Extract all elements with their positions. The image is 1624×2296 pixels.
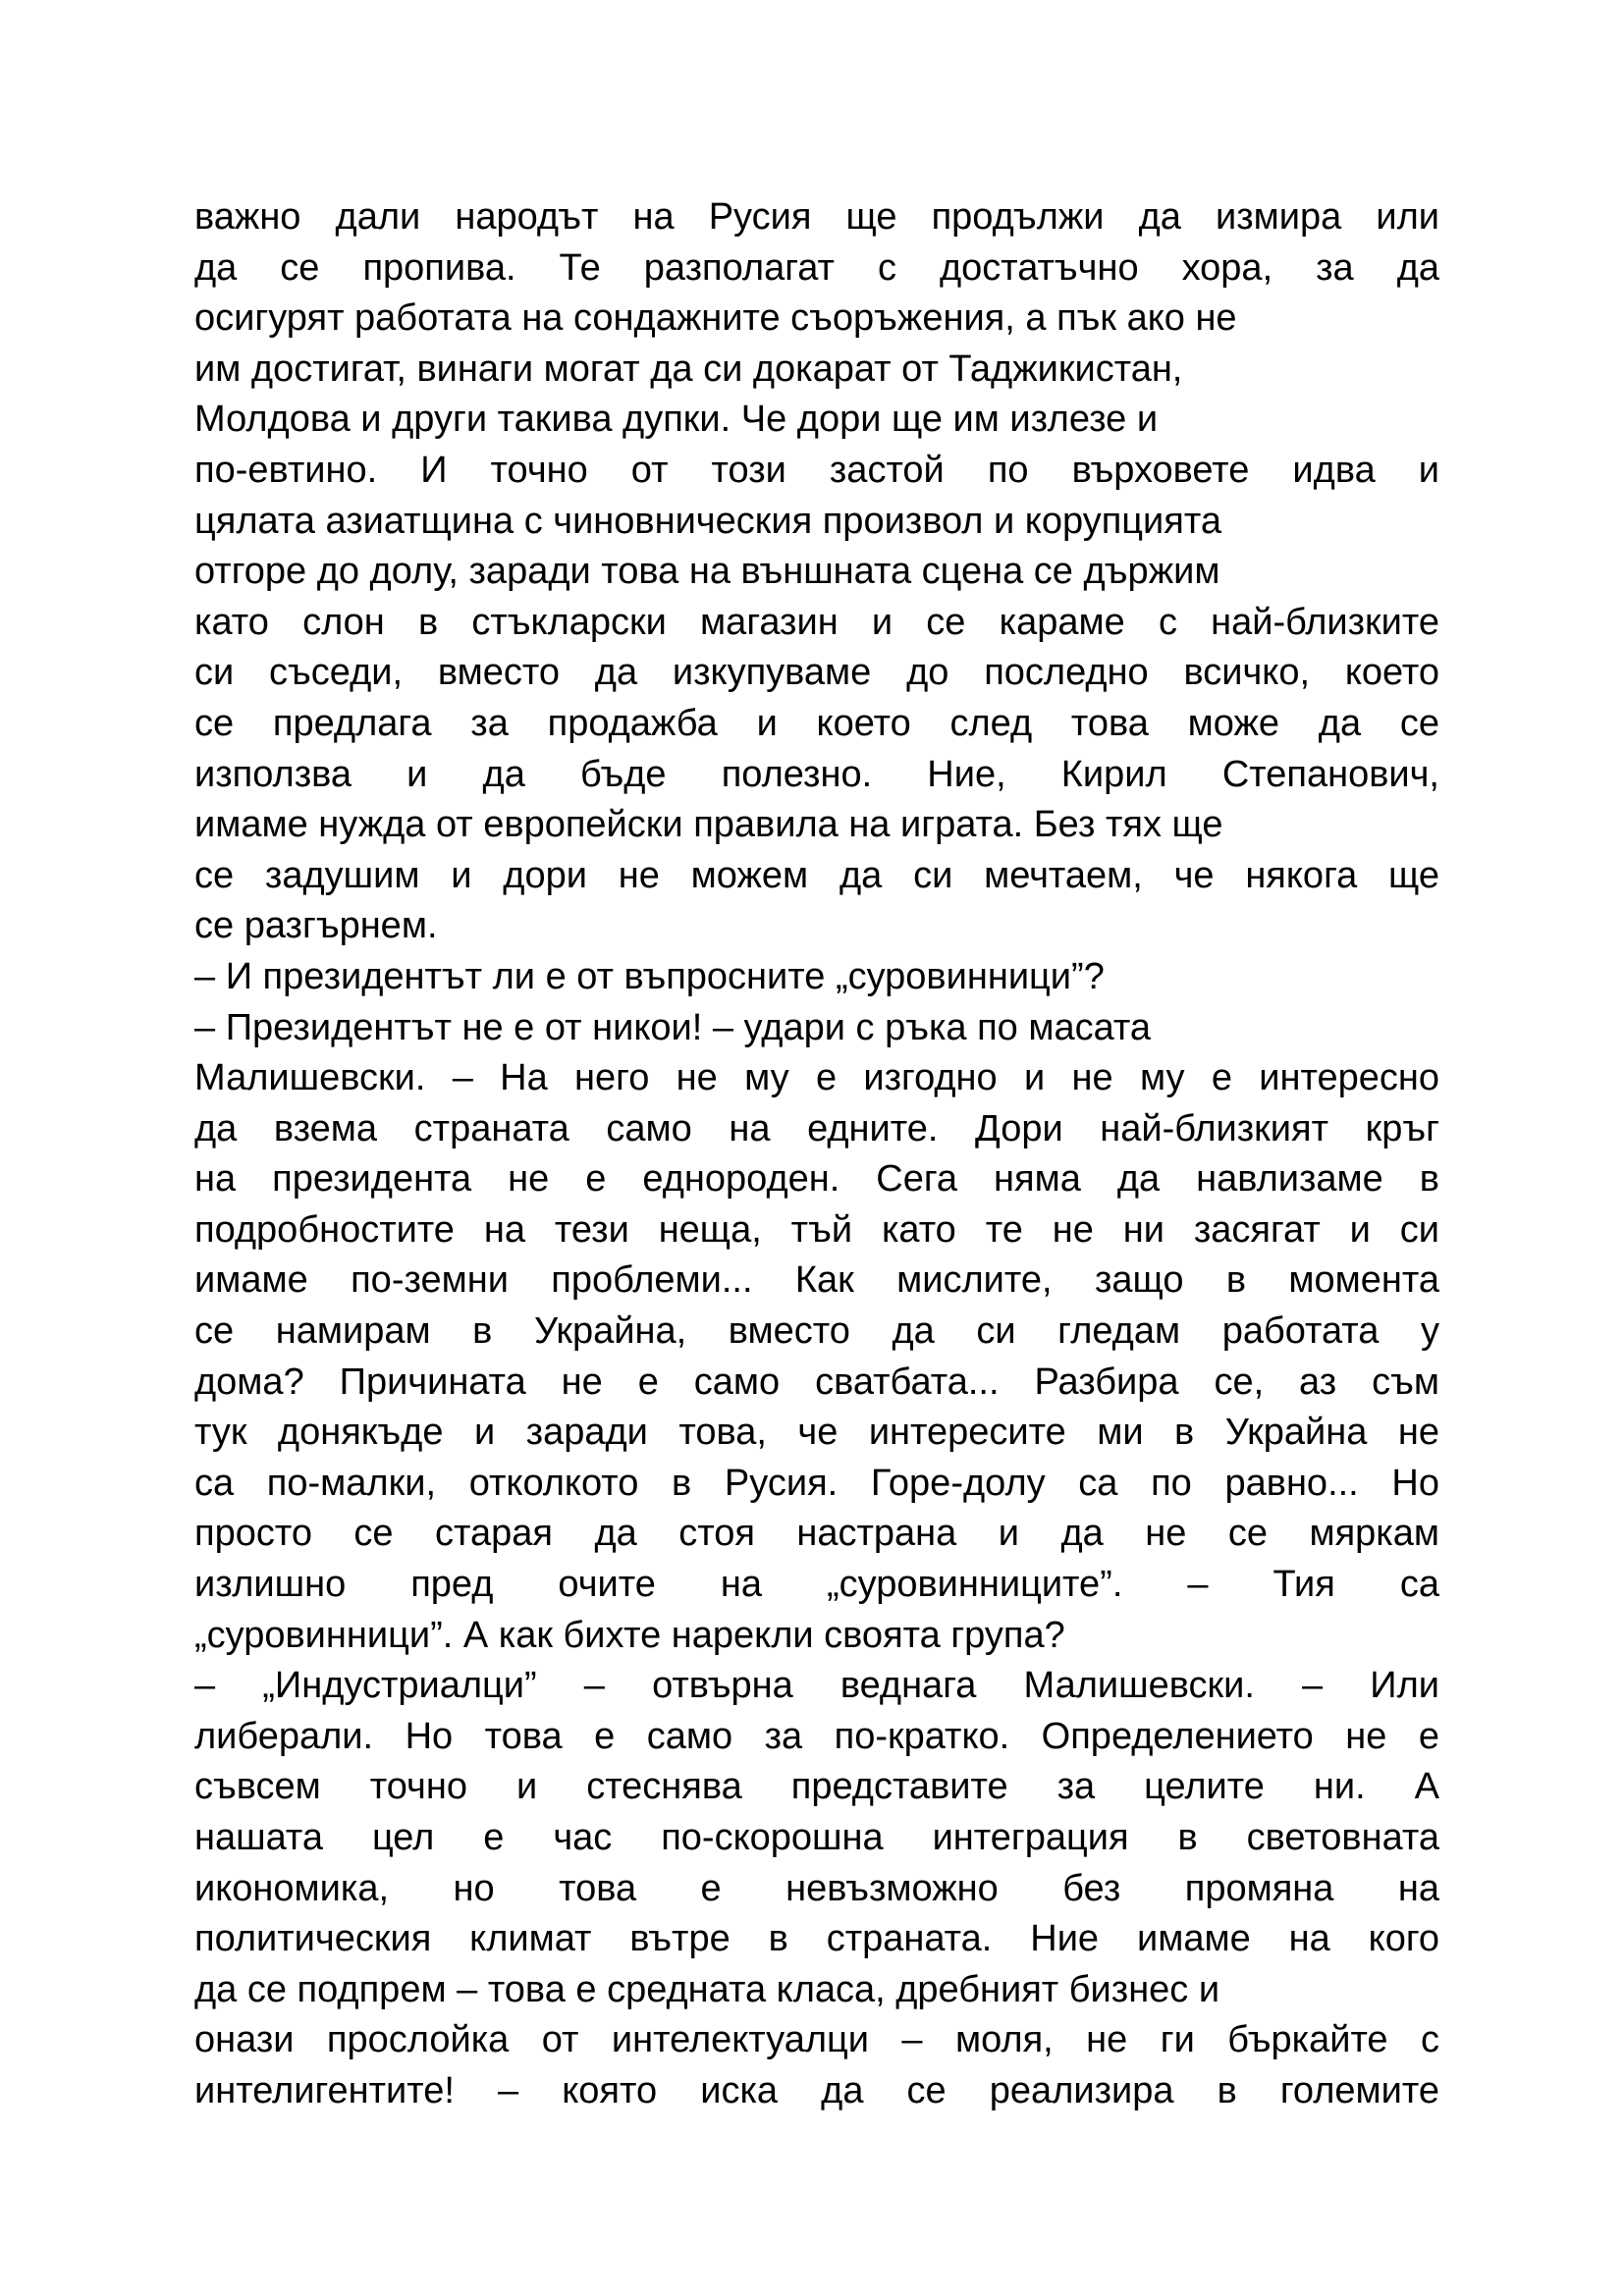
text-line: – Президентът не е от никои! – удари с ръка по масата [194, 1006, 1152, 1048]
text-line: подробностите на тези неща, тъй като те не ни засягат и си [194, 1208, 1439, 1251]
text-line: нашата цел е час по-скорошна интеграция в световната [194, 1817, 1439, 1858]
text-line: дома? Причината не е само сватбата... Разбира се, аз съм [194, 1361, 1439, 1403]
text-line: да се пропива. Те разполагат с достатъчно хора, за да [194, 246, 1439, 289]
text-line: се предлага за продажба и което след това може да се [194, 702, 1439, 744]
text-line: имаме нужда от европейски правила на играта. Без тях ще [194, 804, 1223, 846]
text-line: – И президентът ли е от въпросните „суровинници”? [194, 955, 1105, 997]
text-line: си съседи, вместо да изкупуваме до последно всичко, което [194, 652, 1439, 694]
text-line: се разгърнем. [194, 905, 438, 947]
text-line: съвсем точно и стеснява представите за целите ни. А [194, 1766, 1439, 1808]
text-line: имаме по-земни проблеми... Как мислите, защо в момента [194, 1259, 1439, 1302]
text-line: интелигентите! – която иска да се реализира в големите [194, 2069, 1439, 2111]
text-line: по-евтино. И точно от този застой по върховете идва и [194, 449, 1439, 491]
text-line: политическия климат вътре в страната. Ние имаме на кого [194, 1918, 1439, 1960]
text-line: „суровинници”. А как бихте нарекли своята група? [194, 1614, 1065, 1656]
text-line: осигурят работата на сондажните съоръжения, а пък ако не [194, 297, 1237, 340]
text-line: тук донякъде и заради това, че интересите ми в Украйна не [194, 1412, 1439, 1454]
text-line: либерали. Но това е само за по-кратко. Определението не е [194, 1715, 1439, 1757]
document-page [194, 192, 1439, 2117]
text-line: на президента не е еднороден. Сега няма да навлизаме в [194, 1158, 1439, 1201]
text-line: просто се старая да стоя настрана и да не се мяркам [194, 1513, 1439, 1555]
text-line: се задушим и дори не можем да си мечтаем, че някога ще [194, 854, 1439, 896]
text-line: като слон в стъкларски магазин и се караме с най-близките [194, 601, 1439, 643]
text-line: онази прослойка от интелектуалци – моля, не ги бъркайте с [194, 2019, 1439, 2061]
text-line: използва и да бъде полезно. Ние, Кирил Степанович, [194, 753, 1439, 795]
text-line: цялата азиатщина с чиновническия произвол и корупцията [194, 500, 1221, 542]
text-line: Малишевски. – На него не му е изгодно и не му е интересно [194, 1057, 1439, 1099]
text-line: отгоре до долу, заради това на външната сцена се държим [194, 551, 1220, 593]
text-line: да се подпрем – това е средната класа, дребният бизнес и [194, 1968, 1220, 2010]
text-line: Молдова и други такива дупки. Че дори ще им излезе и [194, 399, 1159, 441]
text-line: се намирам в Украйна, вместо да си гледам работата у [194, 1310, 1439, 1353]
text-line: икономика, но това е невъзможно без промяна на [194, 1867, 1439, 1909]
text-line: излишно пред очите на „суровинниците”. – Тия са [194, 1564, 1439, 1606]
text-line: важно дали народът на Русия ще продължи да измира или [194, 196, 1439, 238]
text-line: са по-малки, отколкото в Русия. Горе-долу са по равно... Но [194, 1462, 1439, 1504]
text-line: им достигат, винаги могат да си докарат от Таджикистан, [194, 347, 1183, 390]
text-line: да взема страната само на едните. Дори най-близкият кръг [194, 1107, 1439, 1149]
text-line: – „Индустриалци” – отвърна веднага Малишевски. – Или [194, 1665, 1439, 1707]
